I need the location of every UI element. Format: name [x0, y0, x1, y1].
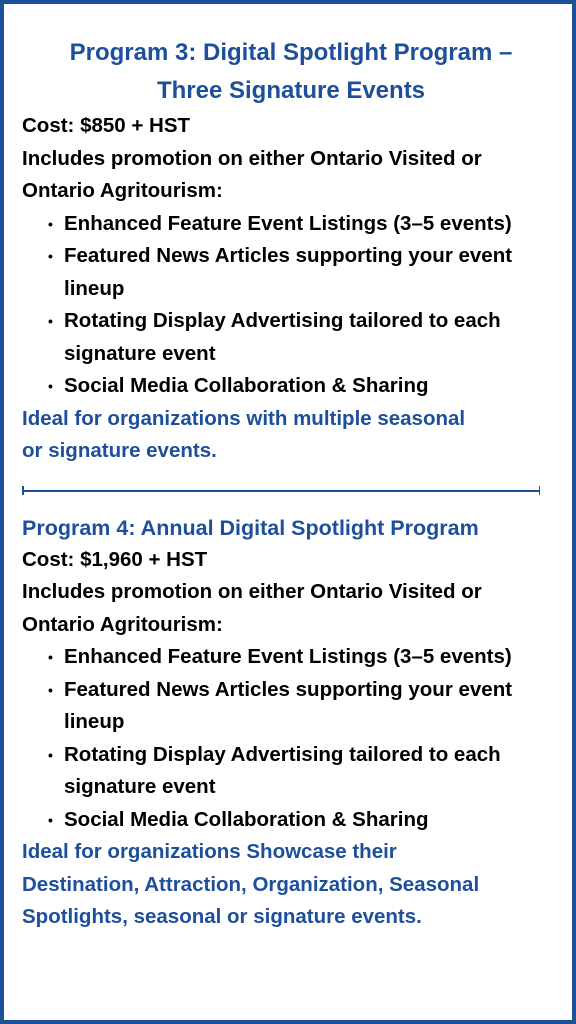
program-3-section: [22, 34, 560, 468]
program-4-ideal-line-2: Destination, Attraction, Organization, Seasonal: [22, 872, 480, 896]
program-4-ideal-note: [22, 836, 560, 934]
feature-text: Rotating Display Advertising tailored to each signature event: [64, 742, 501, 798]
program-4-ideal-line-1: Ideal for organizations Showcase their: [22, 840, 397, 863]
program-4-includes: [22, 576, 560, 641]
list-item: [44, 739, 560, 804]
program-3-includes: [22, 143, 560, 208]
bullet-icon: •: [48, 811, 53, 828]
program-3-feature-list: [22, 208, 560, 403]
list-item: [44, 240, 560, 305]
list-item: [44, 305, 560, 370]
feature-text: Rotating Display Advertising tailored to each signature event: [64, 309, 501, 365]
program-4-ideal-line-3: Spotlights, seasonal or signature events.: [22, 905, 422, 928]
program-3-ideal-line-2: or signature events.: [22, 439, 217, 462]
bullet-icon: •: [48, 378, 53, 394]
feature-text: Social Media Collaboration & Sharing: [64, 374, 429, 397]
feature-text: Social Media Collaboration & Sharing: [64, 807, 429, 831]
program-4-section: [22, 512, 560, 934]
bullet-icon: •: [48, 248, 53, 264]
list-item: [44, 674, 560, 739]
list-item: [44, 804, 560, 837]
program-3-includes-line-2: Ontario Agritourism:: [22, 179, 223, 202]
program-3-includes-line-1: Includes promotion on either Ontario Visited or: [22, 146, 482, 170]
bullet-icon: •: [48, 681, 53, 698]
divider-rule: [22, 490, 540, 492]
list-item: [44, 641, 560, 674]
program-4-includes-line-1: Includes promotion on either Ontario Visited or: [22, 580, 482, 603]
feature-text: Enhanced Feature Event Listings (3–5 events): [64, 645, 512, 668]
program-4-includes-line-2: Ontario Agritourism:: [22, 612, 223, 636]
program-3-cost: Cost: $850 + HST: [22, 114, 191, 137]
program-3-title: [22, 34, 560, 110]
feature-text: Featured News Articles supporting your event lineup: [64, 677, 513, 733]
program-4-title: Program 4: Annual Digital Spotlight Program: [22, 515, 479, 540]
feature-text: Featured News Articles supporting your event lineup: [64, 244, 513, 300]
feature-text: Enhanced Feature Event Listings (3–5 events): [64, 211, 512, 235]
bullet-icon: •: [48, 313, 53, 329]
list-item: [44, 208, 560, 241]
program-3-title-line-1: Program 3: Digital Spotlight Program –: [69, 39, 513, 66]
program-3-ideal-line-1: Ideal for organizations with multiple seasonal: [22, 406, 466, 430]
section-divider: [22, 484, 540, 498]
program-4-feature-list: [22, 641, 560, 836]
divider-right-cap: [539, 486, 541, 495]
document-content: [22, 34, 560, 934]
bullet-icon: •: [48, 649, 53, 665]
bullet-icon: •: [48, 215, 53, 232]
program-3-ideal-note: [22, 403, 560, 468]
list-item: [44, 370, 560, 403]
program-3-title-line-2: Three Signature Events: [156, 77, 426, 104]
program-4-cost: Cost: $1,960 + HST: [22, 547, 208, 571]
bullet-icon: •: [48, 746, 53, 763]
